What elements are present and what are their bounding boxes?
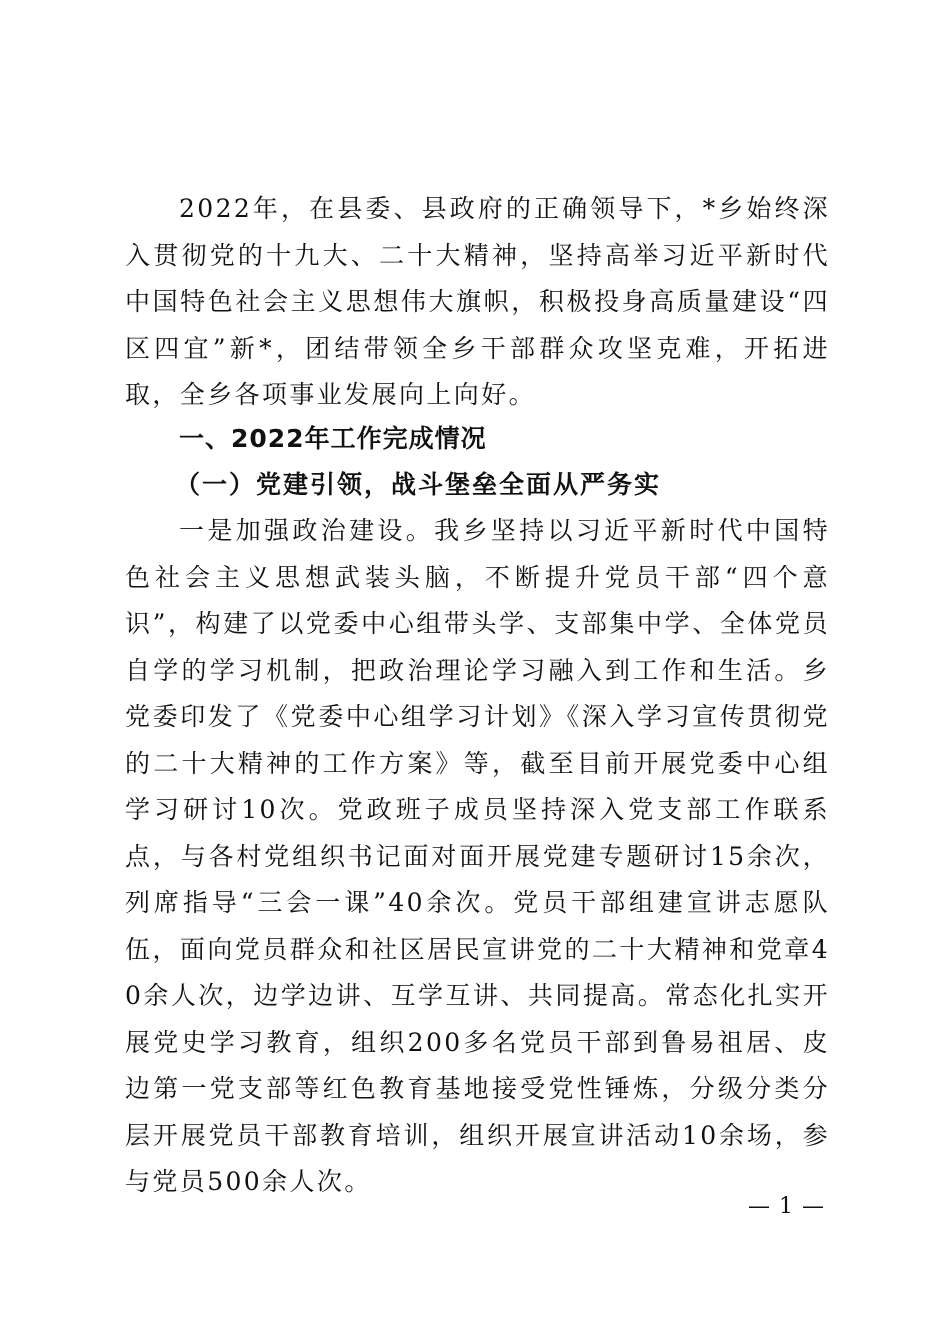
subsection-heading: （一）党建引领，战斗堡垒全面从严务实 (175, 470, 662, 499)
page-number: — 1 — (748, 1194, 825, 1219)
political-building-paragraph: 一是加强政治建设。我乡坚持以习近平新时代中国特色社会主义思想武装头脑，不断提升党员干部“四个意识”，构建了以党委中心组带头学、支部集中学、全体党员自学的学习机制，把政治理论学习融入到工作和生活。乡党委印发了《党委中心组学习计划》《深入学习宣传贯彻党的二十大精神的工作方案》等，截至目前开展党委中心组学习研讨10次。党政班子成员坚持深入党支部工作联系点，与各村党组织书记面对面开展党建专题研讨15余次，列席指导“三会一课”40余次。党员干部组建宣讲志愿队伍，面向党员群众和社区居民宣讲党的二十大精神和党章40余人次，边学边讲、互学互讲、共同提高。常态化扎实开展党史学习教育，组织200多名党员干部到鲁易祖居、皮边第一党支部等红色教育基地接受党性锤炼，分级分类分层开展党员干部教育培训，组织开展宣讲活动10余场，参与党员500余人次。 (125, 516, 830, 1196)
intro-paragraph: 2022年，在县委、县政府的正确领导下，*乡始终深入贯彻党的十九大、二十大精神，坚持高举习近平新时代中国特色社会主义思想伟大旗帜，积极投身高质量建设“四区四宜”新*，团结带领全乡干部群众攻坚克难，开拓进取，全乡各项事业发展向上向好。 (125, 194, 830, 409)
section-heading: 一、2022年工作完成情况 (179, 424, 487, 453)
